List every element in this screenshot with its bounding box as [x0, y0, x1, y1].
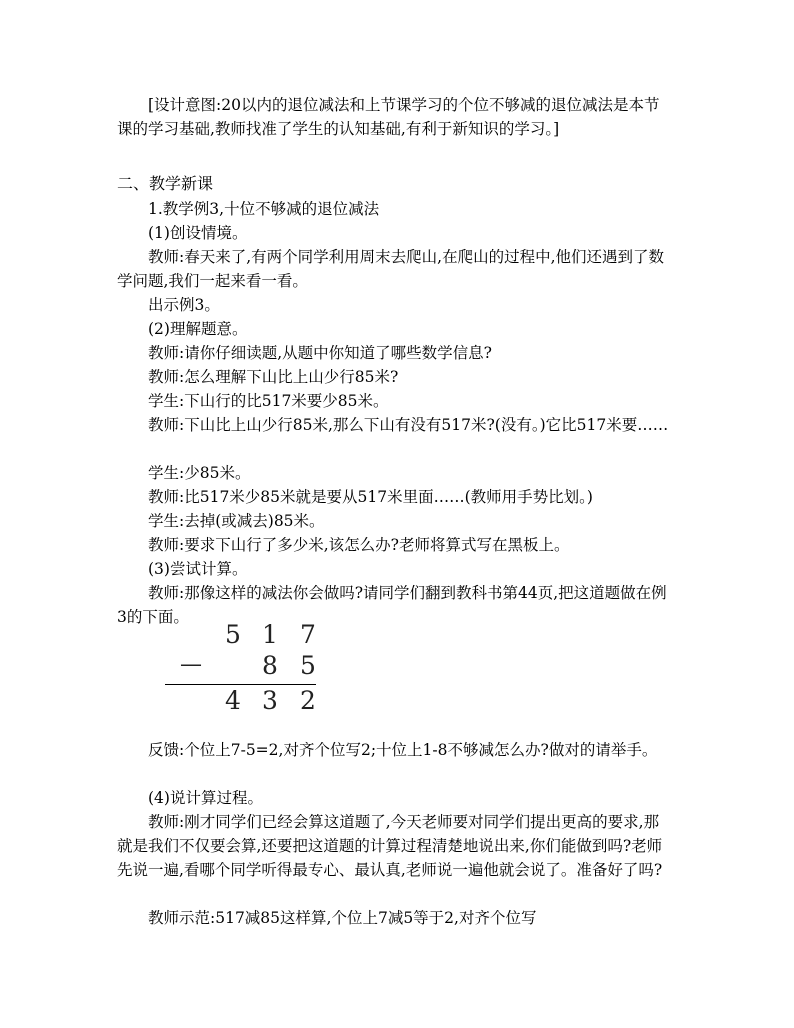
minus-sign: — — [180, 652, 202, 677]
result-tens-digit: 3 — [262, 686, 278, 715]
step2-title: (2)理解题意。 — [148, 320, 248, 338]
result-hundreds-digit: 4 — [225, 686, 241, 715]
teacher-intro-paragraph: 教师:春天来了,有两个同学利用周末去爬山,在爬山的过程中,他们还遇到了数学问题,我们一起来看一看。 — [117, 248, 665, 290]
teacher-question-2: 教师:怎么理解下山比上山少行85米? — [148, 368, 399, 386]
subtrahend-tens-digit: 8 — [262, 651, 278, 680]
minuend-hundreds-digit: 5 — [225, 620, 241, 649]
student-answer-3: 学生:去掉(或减去)85米。 — [148, 512, 325, 530]
minuend-tens-digit: 1 — [262, 620, 278, 649]
student-answer-2: 学生:少85米。 — [148, 464, 251, 482]
example-title: 1.教学例3,十位不够减的退位减法 — [148, 200, 380, 218]
teacher-question-3: 教师:下山比上山少行85米,那么下山有没有517米?(没有。)它比517米要…… — [148, 416, 669, 434]
subtrahend-ones-digit: 5 — [300, 651, 316, 680]
teacher-demo-paragraph: 教师示范:517减85这样算,个位上7减5等于2,对齐个位写 — [148, 909, 537, 927]
step3-title: (3)尝试计算。 — [148, 560, 248, 578]
result-line — [165, 684, 316, 685]
step1-title: (1)创设情境。 — [148, 224, 248, 242]
student-answer-1: 学生:下山行的比517米要少85米。 — [148, 392, 389, 410]
teacher-question-6: 教师:那像这样的减法你会做吗?请同学们翻到教科书第44页,把这道题做在例3的下面。 — [117, 584, 667, 626]
step4-title: (4)说计算过程。 — [148, 789, 263, 807]
teacher-question-5: 教师:要求下山行了多少米,该怎么办?老师将算式写在黑板上。 — [148, 536, 570, 554]
feedback-paragraph: 反馈:个位上7-5=2,对齐个位写2;十位上1-8不够减怎么办?做对的请举手。 — [148, 741, 658, 759]
show-example-line: 出示例3。 — [148, 296, 220, 314]
section-title: 二、教学新课 — [117, 174, 214, 193]
result-ones-digit: 2 — [300, 686, 316, 715]
teacher-question-4: 教师:比517米少85米就是要从517米里面……(教师用手势比划。) — [148, 488, 593, 506]
teacher-process-paragraph: 教师:刚才同学们已经会算这道题了,今天老师要对同学们提出更高的要求,那就是我们不仅要会算,还要把这道题的计算过程清楚地说出来,你们能做到吗?老师先说一遍,看哪个同学听得最专心、最认真,老师说一遍他就会说了。准备好了吗? — [117, 813, 663, 879]
design-intent-paragraph: [设计意图:20以内的退位减法和上节课学习的个位不够减的退位减法是本节课的学习基础,教师找准了学生的认知基础,有利于新知识的学习。] — [117, 96, 660, 138]
teacher-question-1: 教师:请你仔细读题,从题中你知道了哪些数学信息? — [148, 344, 492, 362]
minuend-ones-digit: 7 — [300, 620, 316, 649]
